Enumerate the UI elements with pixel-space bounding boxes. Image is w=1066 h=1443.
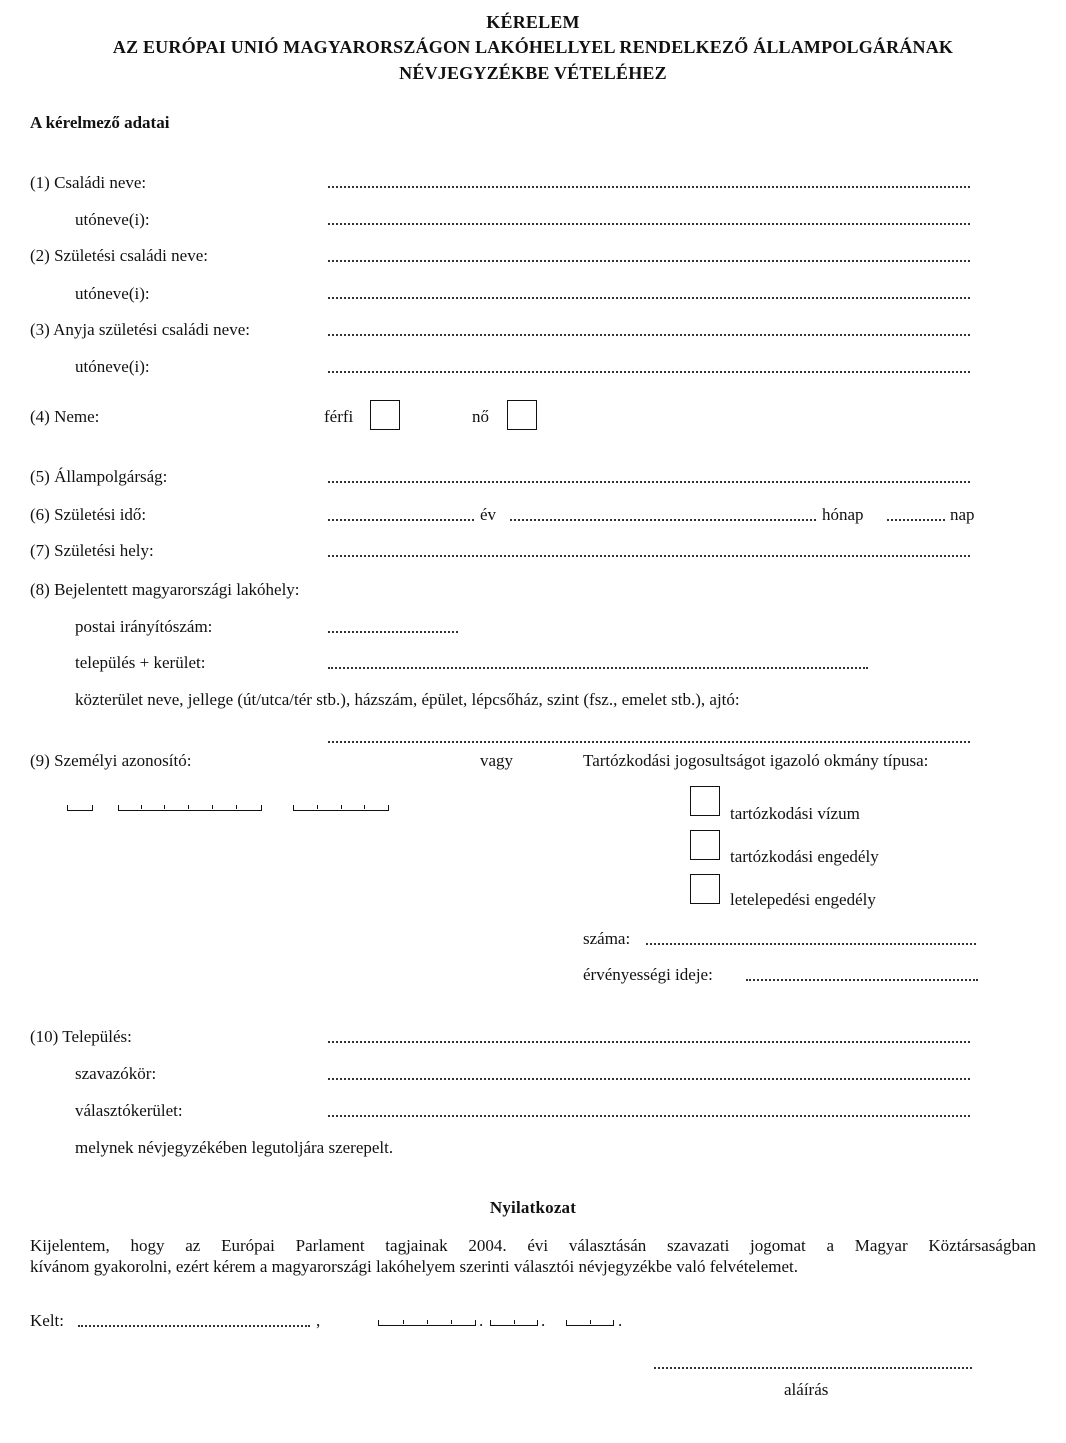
kelt-place-field[interactable]	[78, 1325, 310, 1327]
declaration-heading: Nyilatkozat	[489, 1198, 577, 1217]
document-number-label: száma:	[583, 929, 631, 948]
family-name-label: (1) Családi neve:	[30, 173, 147, 192]
family-name-field[interactable]	[328, 186, 970, 188]
given-names-field[interactable]	[328, 223, 970, 225]
kelt-month-field[interactable]	[490, 1320, 538, 1326]
settlement-permit-label: letelepedési engedély	[730, 890, 876, 909]
form-title: KÉRELEM	[486, 12, 580, 32]
postal-code-field[interactable]	[328, 631, 458, 633]
birth-place-label: (7) Születési hely:	[30, 541, 154, 560]
sex-male-label: férfi	[324, 407, 354, 426]
birth-family-name-field[interactable]	[328, 260, 970, 262]
document-validity-field[interactable]	[746, 979, 978, 981]
kelt-label: Kelt:	[30, 1311, 64, 1330]
birth-year-label: év	[480, 505, 497, 524]
birth-date-label: (6) Születési idő:	[30, 505, 147, 524]
declaration-text-line-2: kívánom gyakorolni, ezért kérem a magyarországi lakóhelyem szerinti választói névjegyzékbe való felvételemet.	[30, 1257, 798, 1276]
given-names-label: utóneve(i):	[75, 210, 150, 229]
residence-permit-checkbox[interactable]	[690, 830, 720, 860]
mother-given-names-label: utóneve(i):	[75, 357, 150, 376]
sex-female-checkbox[interactable]	[507, 400, 537, 430]
birth-given-names-label: utóneve(i):	[75, 284, 150, 303]
citizenship-field[interactable]	[328, 481, 970, 483]
mother-given-names-field[interactable]	[328, 371, 970, 373]
birth-family-name-label: (2) Születési családi neve:	[30, 246, 208, 265]
polling-district-field[interactable]	[328, 1078, 970, 1080]
city-district-field[interactable]	[328, 667, 868, 669]
kelt-separator-1: .	[479, 1311, 484, 1330]
birth-day-field[interactable]	[887, 519, 945, 521]
street-address-label: közterület neve, jellege (út/utca/tér stb.), házszám, épület, lépcsőház, szint (fsz., emelet stb.), ajtó:	[75, 690, 740, 709]
document-validity-label: érvényességi ideje:	[583, 965, 713, 984]
declaration-text-line-1: Kijelentem, hogy az Európai Parlament tagjainak 2004. évi választásán szavazati jogomat a Magyar Köztársaságban	[30, 1236, 1036, 1255]
sex-label: (4) Neme:	[30, 407, 100, 426]
constituency-field[interactable]	[328, 1115, 970, 1117]
birth-given-names-field[interactable]	[328, 297, 970, 299]
city-district-label: település + kerület:	[75, 653, 206, 672]
settlement-permit-checkbox[interactable]	[690, 874, 720, 904]
kelt-separator-3: .	[618, 1311, 623, 1330]
section-heading-applicant: A kérelmező adatai	[30, 113, 170, 132]
birth-day-label: nap	[950, 505, 975, 524]
mother-family-name-field[interactable]	[328, 334, 970, 336]
signature-field[interactable]	[654, 1367, 972, 1369]
residence-label: (8) Bejelentett magyarországi lakóhely:	[30, 580, 300, 599]
settlement-label: (10) Település:	[30, 1027, 132, 1046]
kelt-comma: ,	[316, 1311, 321, 1330]
birth-place-field[interactable]	[328, 555, 970, 557]
residence-permit-label: tartózkodási engedély	[730, 847, 879, 866]
birth-month-field[interactable]	[510, 519, 816, 521]
kelt-day-field[interactable]	[566, 1320, 614, 1326]
settlement-field[interactable]	[328, 1041, 970, 1043]
citizenship-label: (5) Állampolgárság:	[30, 467, 168, 486]
residence-doc-type-label: Tartózkodási jogosultságot igazoló okmány típusa:	[583, 751, 929, 770]
mother-family-name-label: (3) Anyja születési családi neve:	[30, 320, 250, 339]
or-label: vagy	[480, 751, 514, 770]
kelt-separator-2: .	[541, 1311, 546, 1330]
sex-male-checkbox[interactable]	[370, 400, 400, 430]
residence-visa-label: tartózkodási vízum	[730, 804, 860, 823]
postal-code-label: postai irányítószám:	[75, 617, 213, 636]
street-address-field[interactable]	[328, 741, 970, 743]
kelt-year-field[interactable]	[378, 1320, 476, 1326]
polling-district-label: szavazókör:	[75, 1064, 157, 1083]
document-number-field[interactable]	[646, 943, 976, 945]
personal-id-serial-digits[interactable]	[293, 805, 389, 811]
birth-month-label: hónap	[822, 505, 864, 524]
constituency-label: választókerület:	[75, 1101, 183, 1120]
residence-visa-checkbox[interactable]	[690, 786, 720, 816]
form-title-line-2: AZ EURÓPAI UNIÓ MAGYARORSZÁGON LAKÓHELLYEL RENDELKEZŐ ÁLLAMPOLGÁRÁNAK	[112, 37, 954, 57]
last-register-note: melynek névjegyzékében legutoljára szerepelt.	[75, 1138, 394, 1157]
personal-id-label: (9) Személyi azonosító:	[30, 751, 192, 770]
personal-id-digit-1[interactable]	[67, 805, 93, 811]
signature-label: aláírás	[784, 1380, 829, 1399]
personal-id-birth-digits[interactable]	[118, 805, 262, 811]
sex-female-label: nő	[472, 407, 489, 426]
birth-year-field[interactable]	[328, 519, 474, 521]
form-title-line-3: NÉVJEGYZÉKBE VÉTELÉHEZ	[399, 63, 667, 83]
